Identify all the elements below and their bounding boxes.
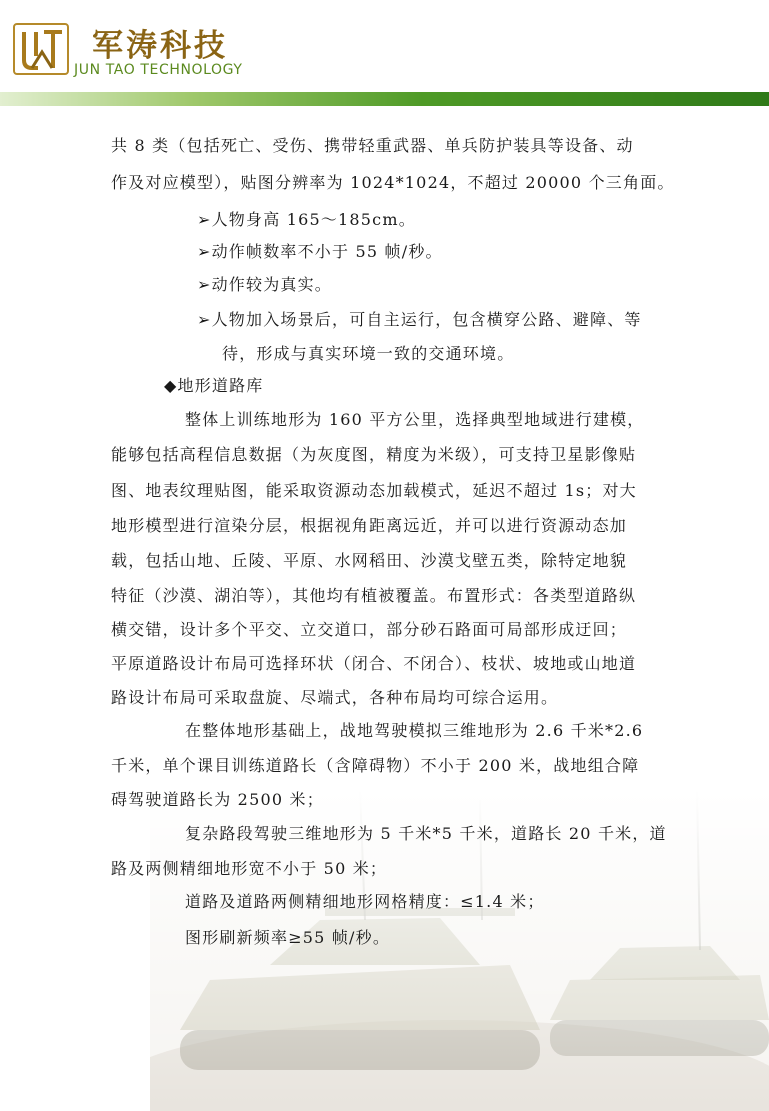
- para1-line-4: 地形模型进行渲染分层，根据视角距离远近，并可以进行资源动态加: [111, 516, 628, 535]
- para4-line-2: 图形刷新频率≥55 帧/秒。: [185, 928, 391, 947]
- section-title-terrain: ◆地形道路库: [164, 376, 264, 395]
- para1-line-3: 图、地表纹理贴图，能采取资源动态加载模式，延迟不超过 1s；对大: [111, 481, 637, 500]
- page-header: [0, 0, 769, 110]
- bullet-realism: ➢动作较为真实。: [197, 275, 333, 294]
- para1-line-9: 路设计布局可采取盘旋、尽端式，各种布局均可综合运用。: [111, 688, 559, 707]
- para2-line-1: 在整体地形基础上，战地驾驶模拟三维地形为 2.6 千米*2.6: [185, 721, 644, 740]
- bullet-height: ➢人物身高 165～185cm。: [197, 210, 416, 229]
- brand-name-cn: 军涛科技: [92, 28, 228, 64]
- para1-line-7: 横交错，设计多个平交、立交道口，部分砂石路面可局部形成迂回；: [111, 620, 628, 639]
- para1-line-5: 载，包括山地、丘陵、平原、水网稻田、沙漠戈壁五类，除特定地貌: [111, 551, 628, 570]
- para1-line-1: 整体上训练地形为 160 平方公里，选择典型地域进行建模，: [185, 410, 645, 429]
- para1-line-8: 平原道路设计布局可选择环状（闭合、不闭合）、枝状、坡地或山地道: [111, 654, 637, 673]
- jt-logo-icon: [12, 22, 70, 76]
- header-green-bar: [0, 92, 769, 106]
- brand-name-en: JUN TAO TECHNOLOGY: [74, 62, 243, 78]
- para4-line-1: 道路及道路两侧精细地形网格精度：≤1.4 米；: [185, 892, 545, 911]
- para3-line-2: 路及两侧精细地形宽不小于 50 米；: [111, 859, 388, 878]
- intro-line-2: 作及对应模型），贴图分辨率为 1024*1024，不超过 20000 个三角面。: [111, 173, 675, 192]
- para3-line-1: 复杂路段驾驶三维地形为 5 千米*5 千米，道路长 20 千米，道: [185, 824, 667, 843]
- para2-line-2: 千米，单个课目训练道路长（含障碍物）不小于 200 米，战地组合障: [111, 756, 640, 775]
- para2-line-3: 碍驾驶道路长为 2500 米；: [111, 790, 324, 809]
- bullet-scene-line-1: ➢人物加入场景后，可自主运行，包含横穿公路、避障、等: [197, 310, 642, 329]
- para1-line-6: 特征（沙漠、湖泊等），其他均有植被覆盖。布置形式：各类型道路纵: [111, 586, 637, 605]
- intro-line-1: 共 8 类（包括死亡、受伤、携带轻重武器、单兵防护装具等设备、动: [111, 136, 634, 155]
- bullet-frame-rate: ➢动作帧数率不小于 55 帧/秒。: [197, 242, 443, 261]
- para1-line-2: 能够包括高程信息数据（为灰度图，精度为米级），可支持卫星影像贴: [111, 445, 637, 464]
- bullet-scene-line-2: 待，形成与真实环境一致的交通环境。: [222, 344, 515, 363]
